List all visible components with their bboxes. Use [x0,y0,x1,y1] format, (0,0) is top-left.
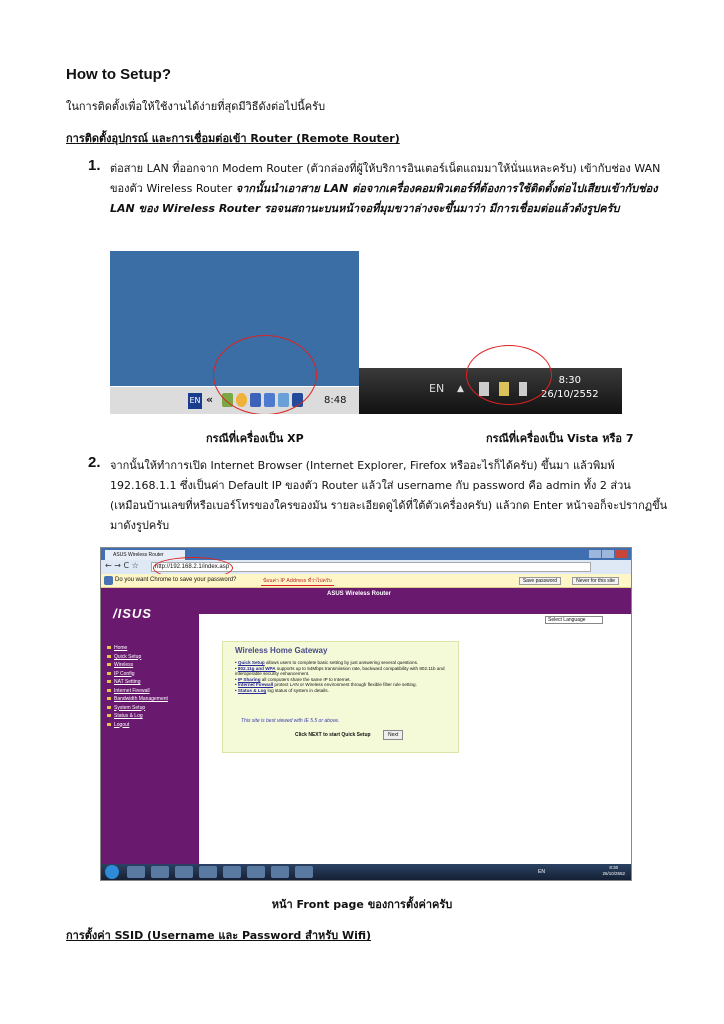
feature-text: supports up to 54Mbps transmission rate, backward compatibility with 802.11b and interoperable security enhancement. [235,665,445,677]
list-item: • Status & Log log status of system in details. [235,687,329,693]
menu-item-ip-config: IP Config [107,670,168,679]
app-icon [223,866,241,878]
menu-item-internet-firewall: Internet Firewall [107,687,168,696]
feature-link: 802.11g and WPA [237,665,276,671]
maximize-icon [602,550,614,558]
list-item: • Quick Setup allows users to complete basic setting by just answering several questions. [235,660,419,665]
folder-icon [151,866,169,878]
app-icon [199,866,217,878]
caption-vista: กรณีที่เครื่องเป็น Vista หรือ 7 [486,432,634,445]
asus-logo: /ISUS [113,606,152,621]
taskbar-icons [127,866,313,878]
router-menu [107,644,168,729]
menu-item-quick-setup: Quick Setup [107,653,168,662]
panel-title: Wireless Home Gateway [235,646,328,655]
media-icon [175,866,193,878]
step-2-text: จากนั้นให้ทำการเปิด Internet Browser (Internet Explorer, Firefox หรืออะไรก็ได้ครับ) ขึ้นมา แล้วพิมพ์ 192.168.1.1 ซึ่งเป็นค่า Default IP ของตัว Router แล้วใส่ username กับ password คือ admin ทั้ง 2 ส่วน (เหมือนบ้านเลขที่หรือเบอร์โทรของใครของมัน รายละเอียดดูได้ที่ใต้ตัวเครื่องครับ) แล้วกด Enter หน้าจอก็จะปรากฏขึ้นมาดังรูปครับ [110,459,668,532]
menu-item-status-log: Status & Log [107,712,168,721]
router-sidebar [101,588,199,868]
step-number: 1. [88,157,101,174]
tray-clock: 8:48 [324,395,347,406]
feature-text: allows users to complete basic setting by just answering several questions. [264,660,419,665]
welcome-panel [222,641,459,753]
tray-clock-time: 8:30 [558,375,582,386]
feature-text: log status of system in details. [266,687,329,693]
xp-desktop-screenshot [110,251,359,414]
step-1-plain: ต่อสาย LAN ที่ออกจาก Modem Router (ตัวกล่องที่ผู้ให้บริการอินเตอร์เน็ตแถมมาให้นั่นแหละครับ) เข้ากับช่อง WAN ของตัว Wireless Router [110,162,661,195]
app-icon [295,866,313,878]
list-item: • 802.11g and WPA supports up to 54Mbps transmission rate, backward compatibility with 802.11b and interoperable security enhancement. [235,665,445,677]
nav-buttons: ← → C ☆ [105,561,139,570]
menu-item-bandwidth: Bandwidth Management [107,695,168,704]
best-viewed-note: This site is best viewed with IE 5.5 or above. [241,718,340,724]
app-icon [247,866,265,878]
caption-xp: กรณีที่เครื่องเป็น XP [206,432,304,445]
next-prompt: Click NEXT to start Quick Setup [295,732,371,738]
taskbar-clock [602,865,625,877]
address-bar: http://192.168.2.1/index.asp [151,562,591,572]
feature-text: protect LAN or Wireless environment through flexible filter rule setting. [273,682,417,688]
menu-item-wireless: Wireless [107,661,168,670]
close-icon [615,550,627,558]
annotation-label: ป้อนค่า IP Address ที่ว่าไปครับ [263,578,332,584]
language-indicator: EN [429,382,445,395]
section-heading-ssid: การตั้งค่า SSID (Username และ Password สำหรับ Wifi) [66,929,372,942]
browser-screenshot [100,547,632,881]
menu-item-home: Home [107,644,168,653]
router-page [101,588,631,868]
taskbar-clock-date: 26/10/2552 [602,871,625,876]
ie-icon [127,866,145,878]
window-controls [589,550,627,558]
key-icon [104,576,113,585]
save-password-infobar [101,574,631,588]
tray-expand-icon: ▲ [457,384,464,394]
menu-item-logout: Logout [107,721,168,730]
list-item: • Internet Firewall protect LAN or Wireless environment through flexible filter rule setting. [235,682,417,688]
feature-list [235,660,453,694]
list-item: • IP Sharing all computers share the same IP to Internet. [235,676,351,682]
step-1-text [110,159,670,219]
caption-front-page: หน้า Front page ของการตั้งค่าครับ [271,898,453,911]
tray-expand-icon: « [206,393,214,406]
step-1-emphasis: จากนั้นนำเอาสาย LAN ต่อจากเครื่องคอมพิวเตอร์ที่ต้องการใช้ติดตั้งต่อไปเสียบเข้ากับช่อง LAN ของ Wireless Router รอจนสถานะบนหน้าจอที่มุมขวาล่างจะขึ้นมาว่า มีการเชื่อมต่อแล้วดังรูปครับ [110,182,658,215]
feature-text: all computers share the same IP to Internet. [260,676,351,682]
win7-taskbar [101,864,631,880]
menu-item-system-setup: System Setup [107,704,168,713]
highlight-circle [213,335,317,414]
page-title: How to Setup? [66,66,171,83]
taskbar-clock-time: 8:30 [609,865,619,870]
language-select: Select Language [545,616,603,624]
language-indicator: EN [188,393,202,409]
router-banner [199,588,631,614]
feature-link: Status & Log [237,687,267,693]
tray-clock-date: 26/10/2552 [541,389,599,400]
language-indicator: EN [538,869,545,875]
section-heading-router: การติดตั้งอุปกรณ์ และการเชื่อมต่อเข้า Router (Remote Router) [66,132,400,145]
minimize-icon [589,550,601,558]
feature-link: IP Sharing [237,676,261,682]
start-orb-icon [105,865,119,879]
next-button: Next [383,730,403,740]
never-for-site-button: Never for this site [572,577,619,585]
save-password-button: Save password [519,577,561,585]
highlight-circle [466,345,552,405]
menu-item-nat-setting: NAT Setting [107,678,168,687]
intro-text: ในการติดตั้งเพื่อให้ใช้งานได้ง่ายที่สุดมีวิธีดังต่อไปนี้ครับ [66,100,326,113]
browser-tab: ASUS Wireless Router [105,550,185,560]
chrome-icon [271,866,289,878]
feature-link: Quick Setup [237,660,265,665]
infobar-text: Do you want Chrome to save your password? [115,577,237,583]
router-banner-title: ASUS Wireless Router [327,591,391,597]
step-number: 2. [88,454,101,471]
feature-link: Internet Firewall [237,682,274,688]
